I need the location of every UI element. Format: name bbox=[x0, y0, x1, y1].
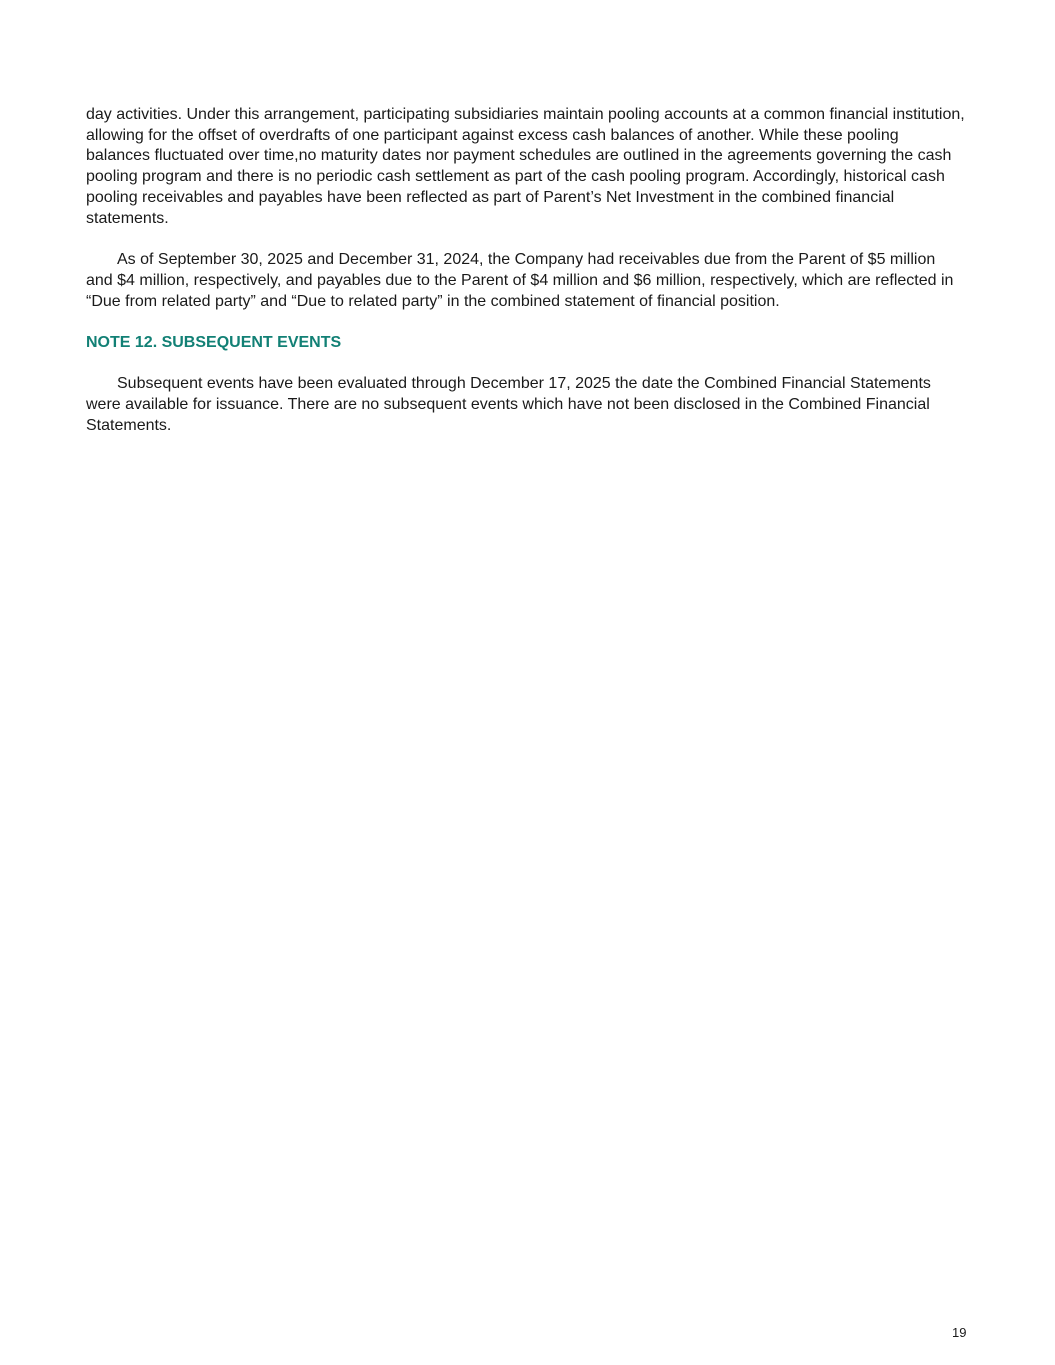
page-number: 19 bbox=[952, 1325, 967, 1340]
subsequent-events-paragraph: Subsequent events have been evaluated through December 17, 2025 the date the Combined Financial Statements were available for issuance. There are no subsequent events which have not been disclosed in the Combined Financial Statements. bbox=[86, 375, 931, 434]
cash-pooling-paragraph: day activities. Under this arrangement, participating subsidiaries maintain pooling accounts at a common financial institution, allowing for the offset of overdrafts of one participant against excess cash balances of another. While these pooling balances fluctuated over time,no maturity dates nor payment schedules are outlined in the agreements governing the cash pooling program and there is no periodic cash settlement as part of the cash pooling program. Accordingly, historical cash pooling receivables and payables have been reflected as part of Parent’s Net Investment in the combined financial statements. bbox=[86, 106, 965, 227]
document-page bbox=[86, 105, 966, 457]
note-12-heading: NOTE 12. SUBSEQUENT EVENTS bbox=[86, 334, 342, 352]
related-party-paragraph: As of September 30, 2025 and December 31, 2024, the Company had receivables due from the Parent of $5 million and $4 million, respectively, and payables due to the Parent of $4 million and $6 million, respectively, which are reflected in “Due from related party” and “Due to related party” in the combined statement of financial position. bbox=[86, 251, 954, 310]
